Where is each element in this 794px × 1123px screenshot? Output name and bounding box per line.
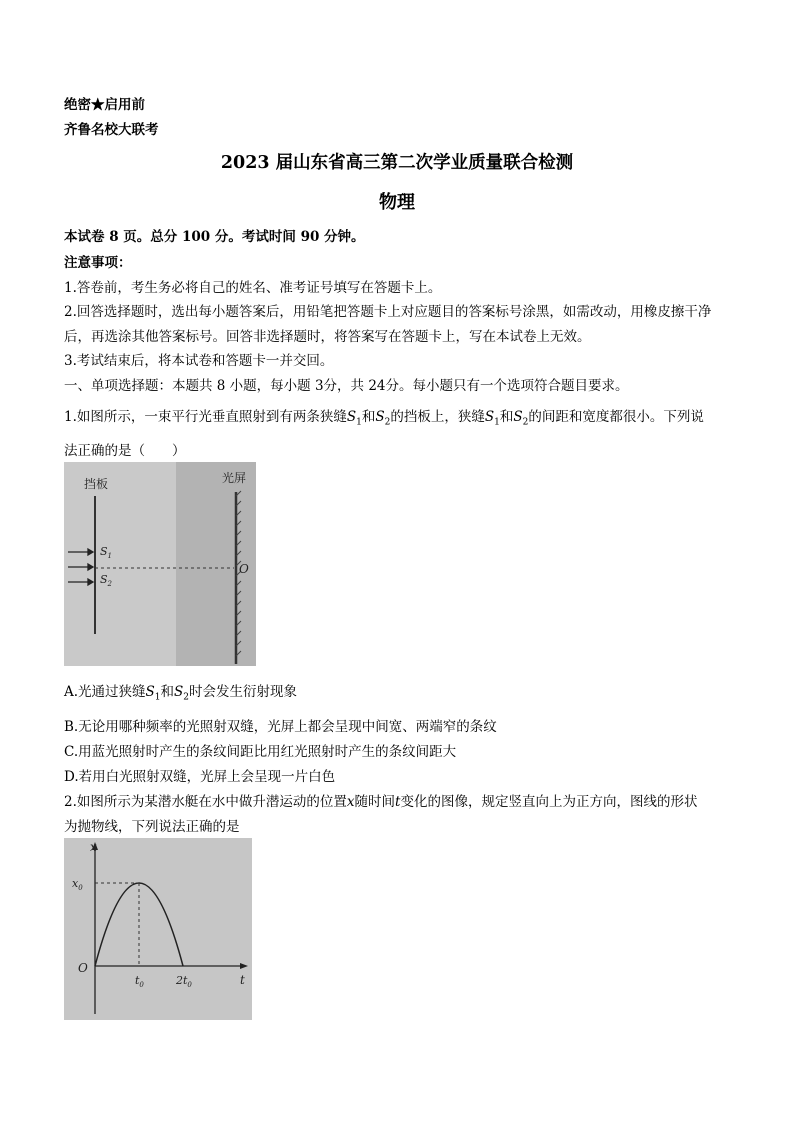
exam-title: 2023 届山东省高三第二次学业质量联合检测	[220, 153, 574, 173]
section-1-heading: 一、单项选择题：本题共 8 小题，每小题 3分，共 24分。每小题只有一个选项符合题目要求。	[64, 378, 629, 394]
alliance-label: 齐鲁名校大联考	[64, 122, 159, 138]
t-axis-label: t	[240, 973, 245, 987]
q1-option-a[interactable]: A.光通过狭缝$S_1$和$S_2$时会发生衍射现象	[64, 684, 298, 703]
exam-subject: 物理	[379, 192, 415, 213]
two-t0-label: $2t_0$	[176, 974, 192, 989]
secret-label: 绝密★启用前	[64, 97, 145, 113]
slit-s1-label: $S_1$	[100, 545, 113, 560]
graph-background	[64, 838, 252, 1020]
t0-label: $t_0$	[135, 974, 144, 989]
notice-item-2-line-2: 后，再选涂其他答案标号。回答非选择题时，将答案写在答题卡上，写在本试卷上无效。	[64, 329, 591, 345]
question-2-line-2: 为抛物线，下列说法正确的是	[64, 819, 240, 835]
q1-option-c[interactable]: C.用蓝光照射时产生的条纹间距比用红光照射时产生的条纹间距大	[64, 744, 457, 760]
origin-label: O	[78, 961, 88, 975]
notice-heading: 注意事项：	[64, 255, 132, 271]
q1-option-d[interactable]: D.若用白光照射双缝，光屏上会呈现一片白色	[64, 769, 336, 785]
slit-s2-label: $S_2$	[100, 573, 113, 588]
x-axis-label: x	[90, 840, 97, 854]
question-1-line-1: 1.如图所示，一束平行光垂直照射到有两条狭缝$S_1$和$S_2$的挡板上，狭缝$S_1$和$S_2$的间距和宽度都很小。下列说	[64, 409, 704, 428]
double-slit-figure	[64, 462, 256, 666]
screen-label: 光屏	[222, 471, 247, 485]
exam-info: 本试卷 8 页。总分 100 分。考试时间 90 分钟。	[64, 229, 365, 245]
question-1-line-2: 法正确的是（ ）	[64, 443, 186, 459]
notice-item-1: 1.答卷前，考生务必将自己的姓名、准考证号填写在答题卡上。	[64, 280, 442, 296]
notice-item-3: 3.考试结束后，将本试卷和答题卡一并交回。	[64, 353, 334, 369]
baffle-label: 挡板	[84, 477, 109, 491]
q1-option-b[interactable]: B.无论用哪种频率的光照射双缝，光屏上都会呈现中间宽、两端窄的条纹	[64, 719, 497, 735]
position-time-graph	[64, 838, 252, 1020]
x0-label: $x_0$	[72, 877, 83, 892]
notice-item-2-line-1: 2.回答选择题时，选出每小题答案后，用铅笔把答题卡上对应题目的答案标号涂黑，如需改动，用橡皮擦干净	[64, 304, 712, 320]
point-o-label: O	[239, 562, 249, 576]
question-2-line-1: 2.如图所示为某潜水艇在水中做升潜运动的位置x随时间t变化的图像，规定竖直向上为正方向，图线的形状	[64, 794, 698, 810]
